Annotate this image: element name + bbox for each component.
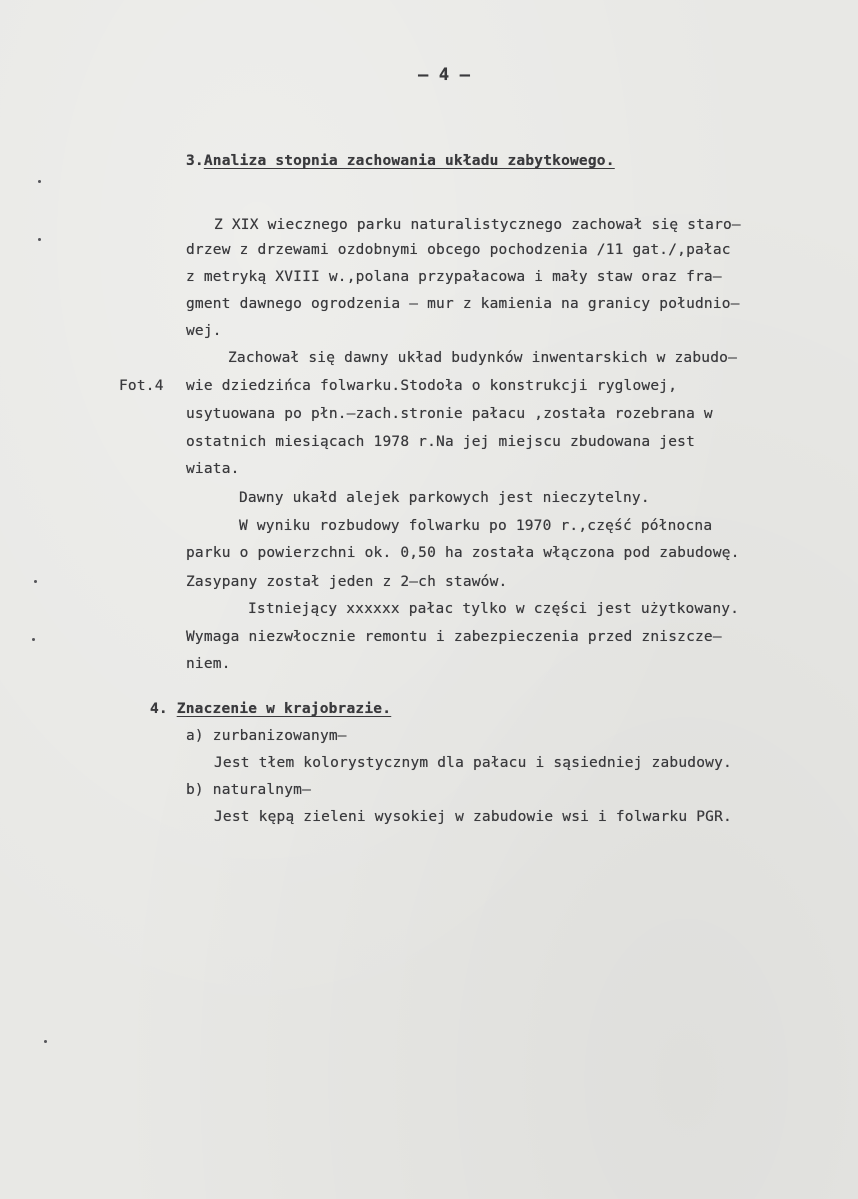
page-number: — 4 — (418, 65, 471, 85)
paragraph-1-line-2: drzew z drzewami ozdobnymi obcego pochodzenia /11 gat./,pałac (186, 242, 731, 258)
margin-speck (34, 580, 37, 583)
paragraph-2-line-3: usytuowana po płn.—zach.stronie pałacu ,została rozebrana w (186, 406, 713, 422)
section-4-title: Znaczenie w krajobrazie. (176, 701, 392, 717)
paragraph-4-line-2: parku o powierzchni ok. 0,50 ha została włączona pod zabudowę. (186, 545, 740, 561)
paragraph-5-line-1: Istniejący xxxxxx pałac tylko w części jest użytkowany. (248, 601, 740, 617)
paragraph-4-line-3: Zasypany został jeden z 2—ch stawów. (186, 574, 508, 590)
paragraph-2-line-2: wie dziedzińca folwarku.Stodoła o konstrukcji ryglowej, (186, 378, 678, 394)
section-3-title: Analiza stopnia zachowania układu zabytkowego. (203, 153, 615, 169)
paragraph-2-line-4: ostatnich miesiącach 1978 r.Na jej miejscu zbudowana jest (186, 434, 695, 450)
section-3-number: 3. (186, 153, 204, 169)
paragraph-1-line-1: Z XIX wiecznego parku naturalistycznego zachował się staro— (214, 217, 741, 233)
margin-note-fot: Fot.4 (119, 378, 164, 394)
margin-speck (38, 238, 41, 241)
paragraph-4-line-1: W wyniku rozbudowy folwarku po 1970 r.,część północna (239, 518, 713, 534)
section-4-number: 4. (150, 701, 168, 717)
margin-speck (44, 1040, 47, 1043)
paragraph-1-line-3: z metryką XVIII w.,polana przypałacowa i mały staw oraz fra— (186, 269, 722, 285)
margin-speck (32, 638, 35, 641)
paragraph-5-line-3: niem. (186, 656, 231, 672)
section-4-item-a-label: a) zurbanizowanym— (186, 728, 347, 744)
paragraph-1-line-4: gment dawnego ogrodzenia — mur z kamienia na granicy południo— (186, 296, 740, 312)
section-4-heading (150, 700, 391, 718)
paragraph-1-line-5: wej. (186, 323, 222, 339)
paragraph-5-line-2: Wymaga niezwłocznie remontu i zabezpieczenia przed zniszcze— (186, 629, 722, 645)
section-3-heading (186, 152, 615, 170)
paragraph-3-line-1: Dawny ukałd alejek parkowych jest nieczytelny. (239, 490, 650, 506)
paragraph-2-line-1: Zachował się dawny układ budynków inwentarskich w zabudo— (228, 350, 737, 366)
section-4-item-b-label: b) naturalnym— (186, 782, 312, 798)
section-4-item-b-text: Jest kępą zieleni wysokiej w zabudowie wsi i folwarku PGR. (214, 809, 732, 825)
section-4-item-a-text: Jest tłem kolorystycznym dla pałacu i sąsiedniej zabudowy. (214, 755, 732, 771)
paragraph-2-line-5: wiata. (186, 461, 240, 477)
margin-speck (38, 180, 41, 183)
